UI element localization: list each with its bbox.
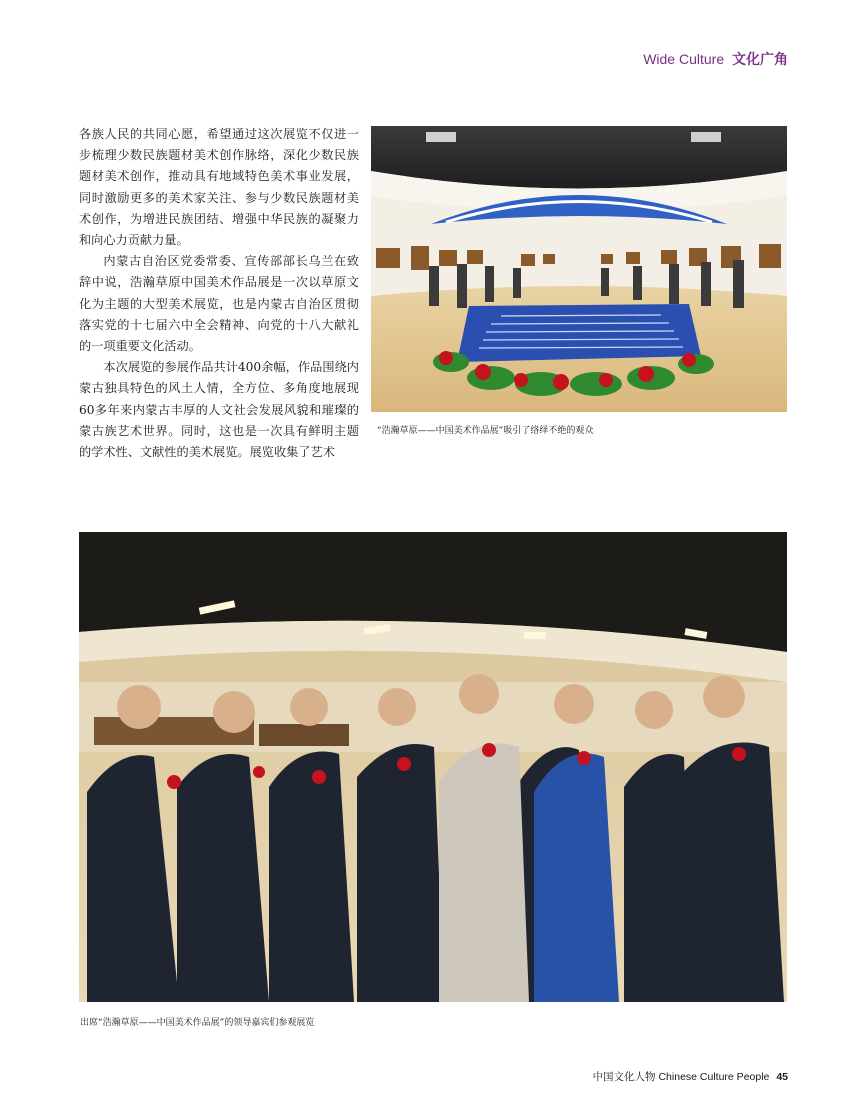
photo1-caption: “浩瀚草原——中国美术作品展”吸引了络绎不绝的观众 <box>377 426 594 436</box>
section-header-en: Wide Culture <box>643 51 725 67</box>
exhibition-hall-image <box>371 126 787 412</box>
magazine-name: 中国文化人物 Chinese Culture People <box>592 1071 770 1083</box>
paragraph-2: 内蒙古自治区党委常委、宣传部部长乌兰在致辞中说，浩瀚草原中国美术作品展是一次以草原文化为主题的大型美术展览，也是内蒙古自治区贯彻落实党的十七届六中全会精神、向党的十八大献礼的一项重要文化活动。 <box>79 254 359 354</box>
section-header <box>643 49 788 69</box>
page-number: 45 <box>776 1071 788 1083</box>
dignitaries-photo <box>79 532 787 1002</box>
paragraph-3: 本次展览的参展作品共计400余幅，作品围绕内蒙古独具特色的风土人情，全方位、多角度地展现60多年来内蒙古丰厚的人文社会发展风貌和璀璨的蒙古族艺术世界。同时，这也是一次具有鲜明主题的学术性、文献性的美术展览。展览收集了艺术 <box>79 360 359 460</box>
paragraph-1: 各族人民的共同心愿，希望通过这次展览不仅进一步梳理少数民族题材美术创作脉络，深化少数民族题材美术创作，推动具有地域特色美术事业发展，同时激励更多的美术家关注、参与少数民族题材美术创作，为增进民族团结、增强中华民族的凝聚力和向心力贡献力量。 <box>79 127 359 248</box>
dignitaries-image <box>79 532 787 1002</box>
article-body <box>79 124 359 463</box>
exhibition-hall-photo <box>371 126 787 412</box>
photo2-caption: 出席“浩瀚草原——中国美术作品展”的领导嘉宾们参观展览 <box>80 1018 315 1028</box>
page-footer <box>593 1069 788 1084</box>
section-header-cn: 文化广角 <box>732 51 788 67</box>
